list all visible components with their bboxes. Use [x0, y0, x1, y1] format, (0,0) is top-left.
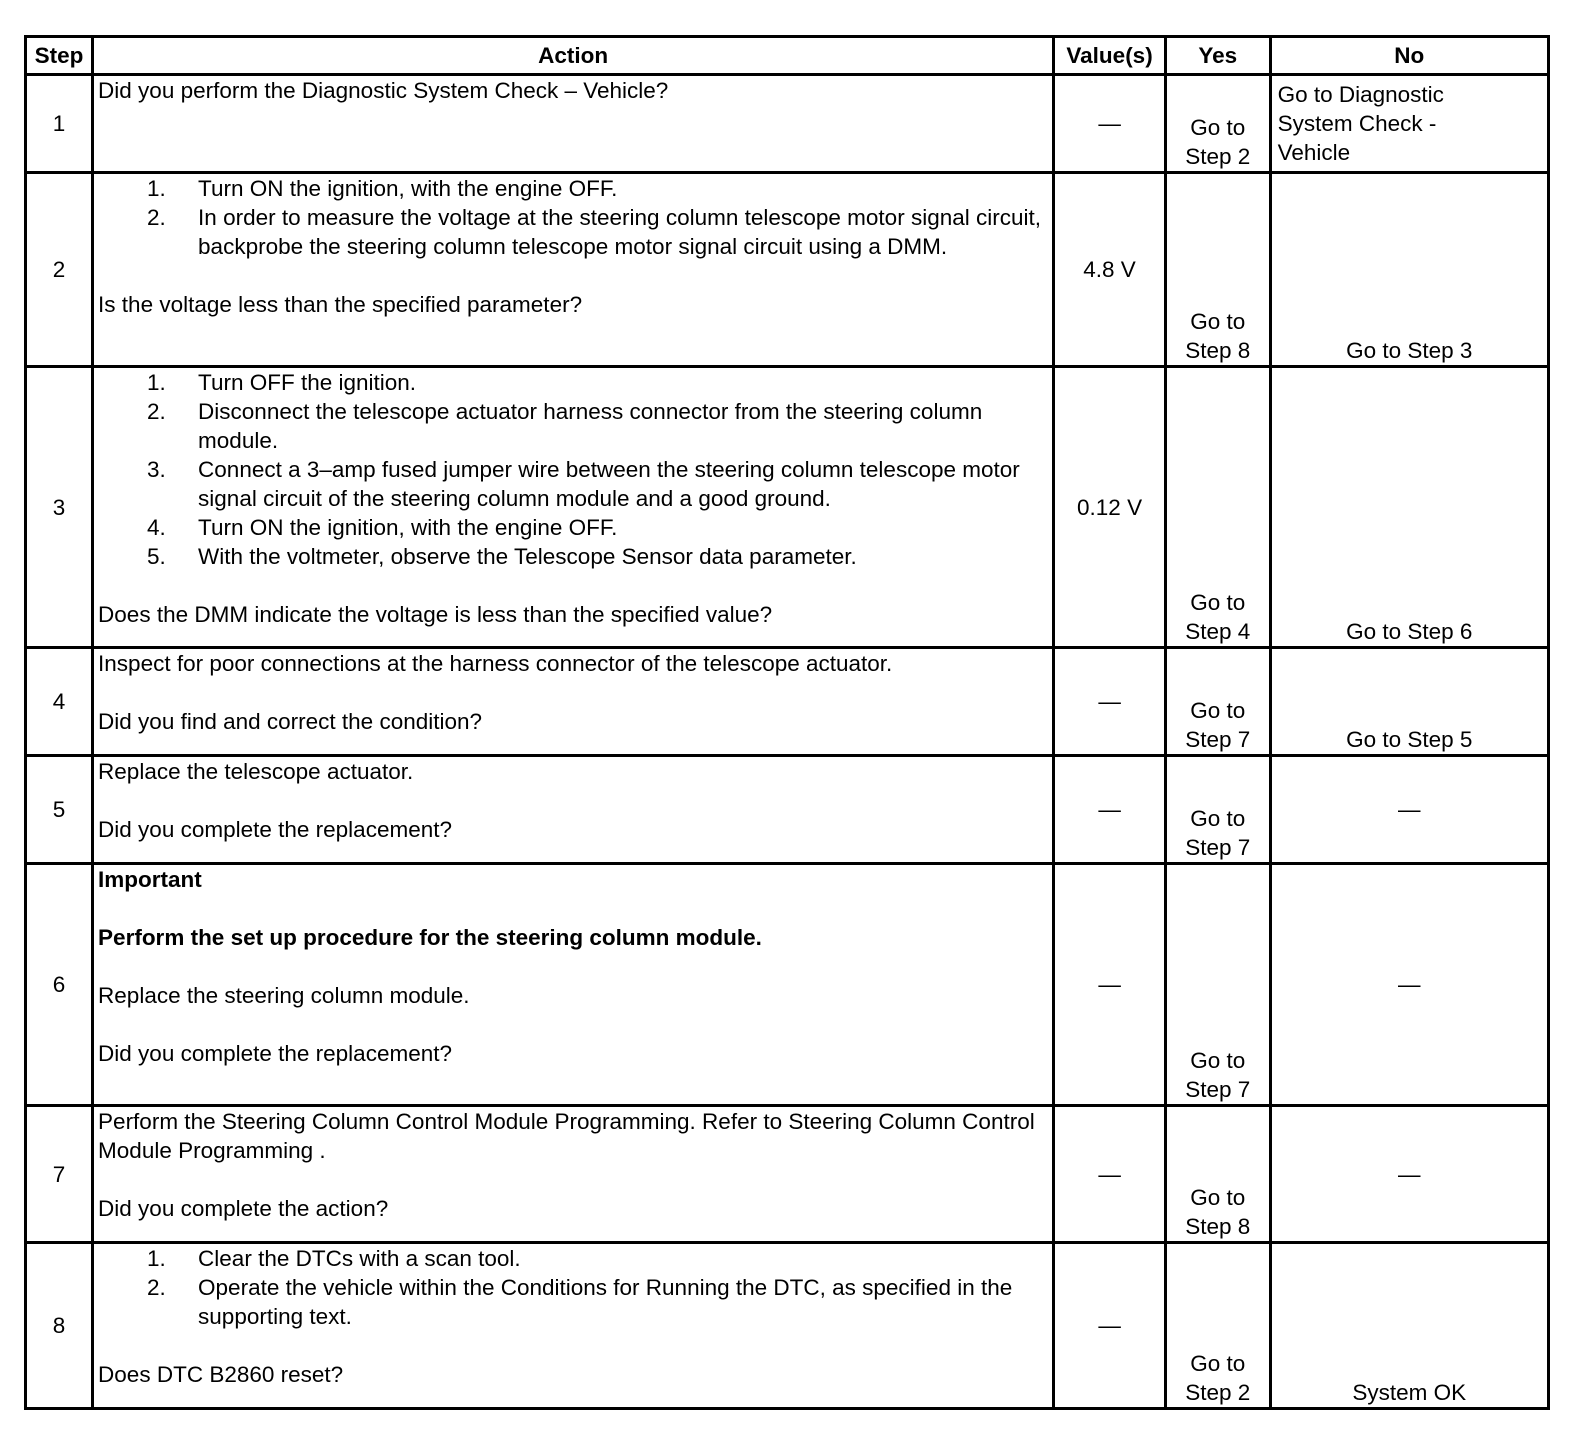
action-cell [93, 1243, 1054, 1409]
list-item [98, 174, 1048, 203]
no-cell [1270, 1106, 1548, 1243]
step-number: 4 [26, 648, 93, 756]
yes-line: Step 7 [1185, 835, 1251, 860]
yes-cell [1165, 1243, 1270, 1409]
yes-line: Step 8 [1185, 1214, 1251, 1239]
no-line: Go to Step 5 [1346, 727, 1473, 752]
table-row [26, 1243, 1549, 1409]
table-row [26, 75, 1549, 173]
action-text: Inspect for poor connections at the harness connector of the telescope actuator. [98, 651, 893, 676]
yes-cell [1165, 1106, 1270, 1243]
list-text: Disconnect the telescope actuator harness connector from the steering column module. [198, 399, 983, 453]
action-question: Does the DMM indicate the voltage is less than the specified value? [98, 602, 773, 627]
table-row [26, 864, 1549, 1106]
yes-line: Go to [1190, 309, 1246, 334]
list-text: Clear the DTCs with a scan tool. [198, 1246, 521, 1271]
no-cell [1270, 864, 1548, 1106]
value-cell: — [1054, 648, 1166, 756]
no-cell [1270, 367, 1548, 648]
no-line: Vehicle [1277, 140, 1351, 165]
no-line: Go to Step 6 [1346, 619, 1473, 644]
value-cell: 4.8 V [1054, 173, 1166, 367]
no-line: — [1398, 972, 1421, 997]
no-line: System OK [1352, 1380, 1467, 1405]
yes-line: Step 7 [1185, 727, 1251, 752]
action-cell [93, 864, 1054, 1106]
list-number: 4. [147, 515, 166, 540]
list-text: Turn ON the ignition, with the engine OFF. [198, 176, 618, 201]
list-number: 2. [147, 399, 166, 424]
action-list [98, 1244, 1048, 1331]
diagnostic-table [24, 35, 1550, 1410]
action-question: Did you complete the action? [98, 1196, 389, 1221]
no-line: Go to Step 3 [1346, 338, 1473, 363]
no-cell [1270, 648, 1548, 756]
yes-cell [1165, 756, 1270, 864]
table-row [26, 648, 1549, 756]
action-cell [93, 75, 1054, 173]
no-line: Go to Diagnostic [1277, 82, 1444, 107]
list-number: 1. [147, 176, 166, 201]
table-row [26, 367, 1549, 648]
yes-cell [1165, 648, 1270, 756]
no-cell [1270, 173, 1548, 367]
yes-line: Step 4 [1185, 619, 1251, 644]
table-row [26, 1106, 1549, 1243]
list-item [98, 513, 1048, 542]
yes-cell [1165, 75, 1270, 173]
list-number: 1. [147, 1246, 166, 1271]
yes-cell [1165, 367, 1270, 648]
list-number: 3. [147, 457, 166, 482]
list-text: In order to measure the voltage at the steering column telescope motor signal circuit, backprobe the steering column telescope motor signal circuit using a DMM. [198, 205, 1041, 259]
list-text: Operate the vehicle within the Conditions for Running the DTC, as specified in the supporting text. [198, 1275, 1013, 1329]
no-line: — [1398, 797, 1421, 822]
list-item [98, 368, 1048, 397]
action-text: Replace the steering column module. [98, 983, 470, 1008]
step-number: 3 [26, 367, 93, 648]
yes-line: Go to [1190, 115, 1246, 140]
header-yes: Yes [1165, 37, 1270, 75]
action-cell [93, 173, 1054, 367]
table-row [26, 756, 1549, 864]
action-question: Did you complete the replacement? [98, 817, 452, 842]
no-cell [1270, 756, 1548, 864]
action-cell [93, 756, 1054, 864]
value-cell: — [1054, 1243, 1166, 1409]
step-number: 8 [26, 1243, 93, 1409]
list-text: Turn OFF the ignition. [198, 370, 417, 395]
table-row [26, 173, 1549, 367]
no-cell [1270, 1243, 1548, 1409]
header-values: Value(s) [1054, 37, 1166, 75]
yes-line: Go to [1190, 806, 1246, 831]
yes-cell [1165, 173, 1270, 367]
important-text: Perform the set up procedure for the steering column module. [98, 925, 762, 950]
action-cell [93, 367, 1054, 648]
list-item [98, 455, 1048, 513]
value-cell: — [1054, 75, 1166, 173]
yes-line: Go to [1190, 1351, 1246, 1376]
yes-line: Go to [1190, 590, 1246, 615]
list-item [98, 1273, 1048, 1331]
list-number: 2. [147, 205, 166, 230]
step-number: 6 [26, 864, 93, 1106]
action-text: Replace the telescope actuator. [98, 759, 414, 784]
action-cell [93, 1106, 1054, 1243]
header-action: Action [93, 37, 1054, 75]
step-number: 5 [26, 756, 93, 864]
step-number: 2 [26, 173, 93, 367]
value-cell: — [1054, 864, 1166, 1106]
action-question: Does DTC B2860 reset? [98, 1362, 344, 1387]
list-item [98, 1244, 1048, 1273]
list-item [98, 203, 1048, 261]
value-cell: — [1054, 756, 1166, 864]
yes-cell [1165, 864, 1270, 1106]
important-label: Important [98, 867, 202, 892]
list-number: 2. [147, 1275, 166, 1300]
list-text: With the voltmeter, observe the Telescope Sensor data parameter. [198, 544, 857, 569]
list-item [98, 542, 1048, 571]
yes-line: Step 2 [1185, 144, 1251, 169]
list-number: 1. [147, 370, 166, 395]
action-question: Is the voltage less than the specified parameter? [98, 292, 583, 317]
step-number: 1 [26, 75, 93, 173]
action-question: Did you complete the replacement? [98, 1041, 452, 1066]
yes-line: Step 7 [1185, 1077, 1251, 1102]
header-step: Step [26, 37, 93, 75]
no-cell [1270, 75, 1548, 173]
action-text: Did you perform the Diagnostic System Check – Vehicle? [98, 78, 669, 103]
value-cell: 0.12 V [1054, 367, 1166, 648]
action-list [98, 174, 1048, 261]
action-text: Perform the Steering Column Control Module Programming. Refer to Steering Column Control Module Programming . [98, 1109, 1035, 1163]
yes-line: Go to [1190, 698, 1246, 723]
action-cell [93, 648, 1054, 756]
step-number: 7 [26, 1106, 93, 1243]
yes-line: Step 8 [1185, 338, 1251, 363]
header-row [26, 37, 1549, 75]
action-question: Did you find and correct the condition? [98, 709, 483, 734]
yes-line: Go to [1190, 1048, 1246, 1073]
yes-line: Step 2 [1185, 1380, 1251, 1405]
list-text: Turn ON the ignition, with the engine OFF. [198, 515, 618, 540]
list-text: Connect a 3–amp fused jumper wire between the steering column telescope motor signal circuit of the steering column module and a good ground. [198, 457, 1020, 511]
no-line: System Check - [1277, 111, 1437, 136]
action-list [98, 368, 1048, 571]
list-item [98, 397, 1048, 455]
header-no: No [1270, 37, 1548, 75]
list-number: 5. [147, 544, 166, 569]
value-cell: — [1054, 1106, 1166, 1243]
no-line: — [1398, 1161, 1421, 1187]
yes-line: Go to [1190, 1185, 1246, 1210]
